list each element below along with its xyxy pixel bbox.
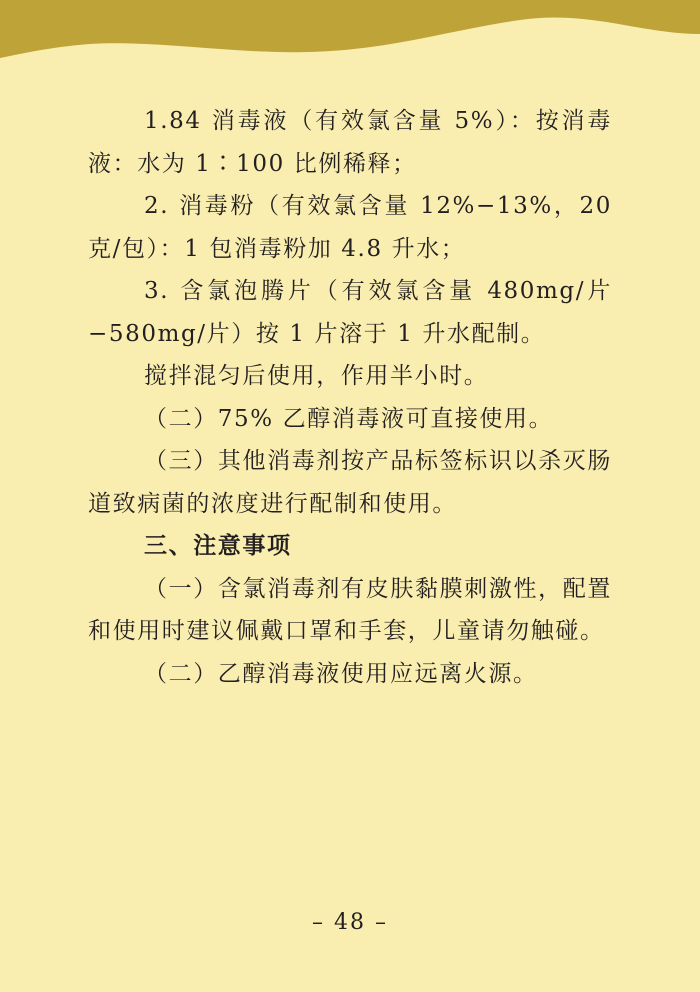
header-wave-shape <box>0 0 700 58</box>
paragraph-6: （三）其他消毒剂按产品标签标识以杀灭肠道致病菌的浓度进行配制和使用。 <box>88 448 612 517</box>
paragraph-3: 3. 含氯泡腾片（有效氯含量 480mg/片−580mg/片）按 1 片溶于 1 升水配制。 <box>88 278 612 347</box>
paragraph-4: 搅拌混匀后使用，作用半小时。 <box>144 363 489 389</box>
section-paragraph-2: （二）乙醇消毒液使用应远离火源。 <box>144 660 538 687</box>
section-heading: 三、注意事项 <box>144 533 292 559</box>
paragraph-1: 1.84 消毒液（有效氯含量 5%）：按消毒液：水为 1∶100 比例稀释； <box>88 108 612 177</box>
paragraph-5: （二）75% 乙醇消毒液可直接使用。 <box>144 405 554 432</box>
section-paragraph-1: （一）含氯消毒剂有皮肤黏膜刺激性，配置和使用时建议佩戴口罩和手套，儿童请勿触碰。 <box>88 575 612 644</box>
paragraph-2: 2. 消毒粉（有效氯含量 12%−13%，20 克/包）：1 包消毒粉加 4.8 升水； <box>88 193 612 262</box>
body-text <box>88 100 612 695</box>
header-wave-band <box>0 0 700 70</box>
page-number: – 48 – <box>312 910 388 935</box>
